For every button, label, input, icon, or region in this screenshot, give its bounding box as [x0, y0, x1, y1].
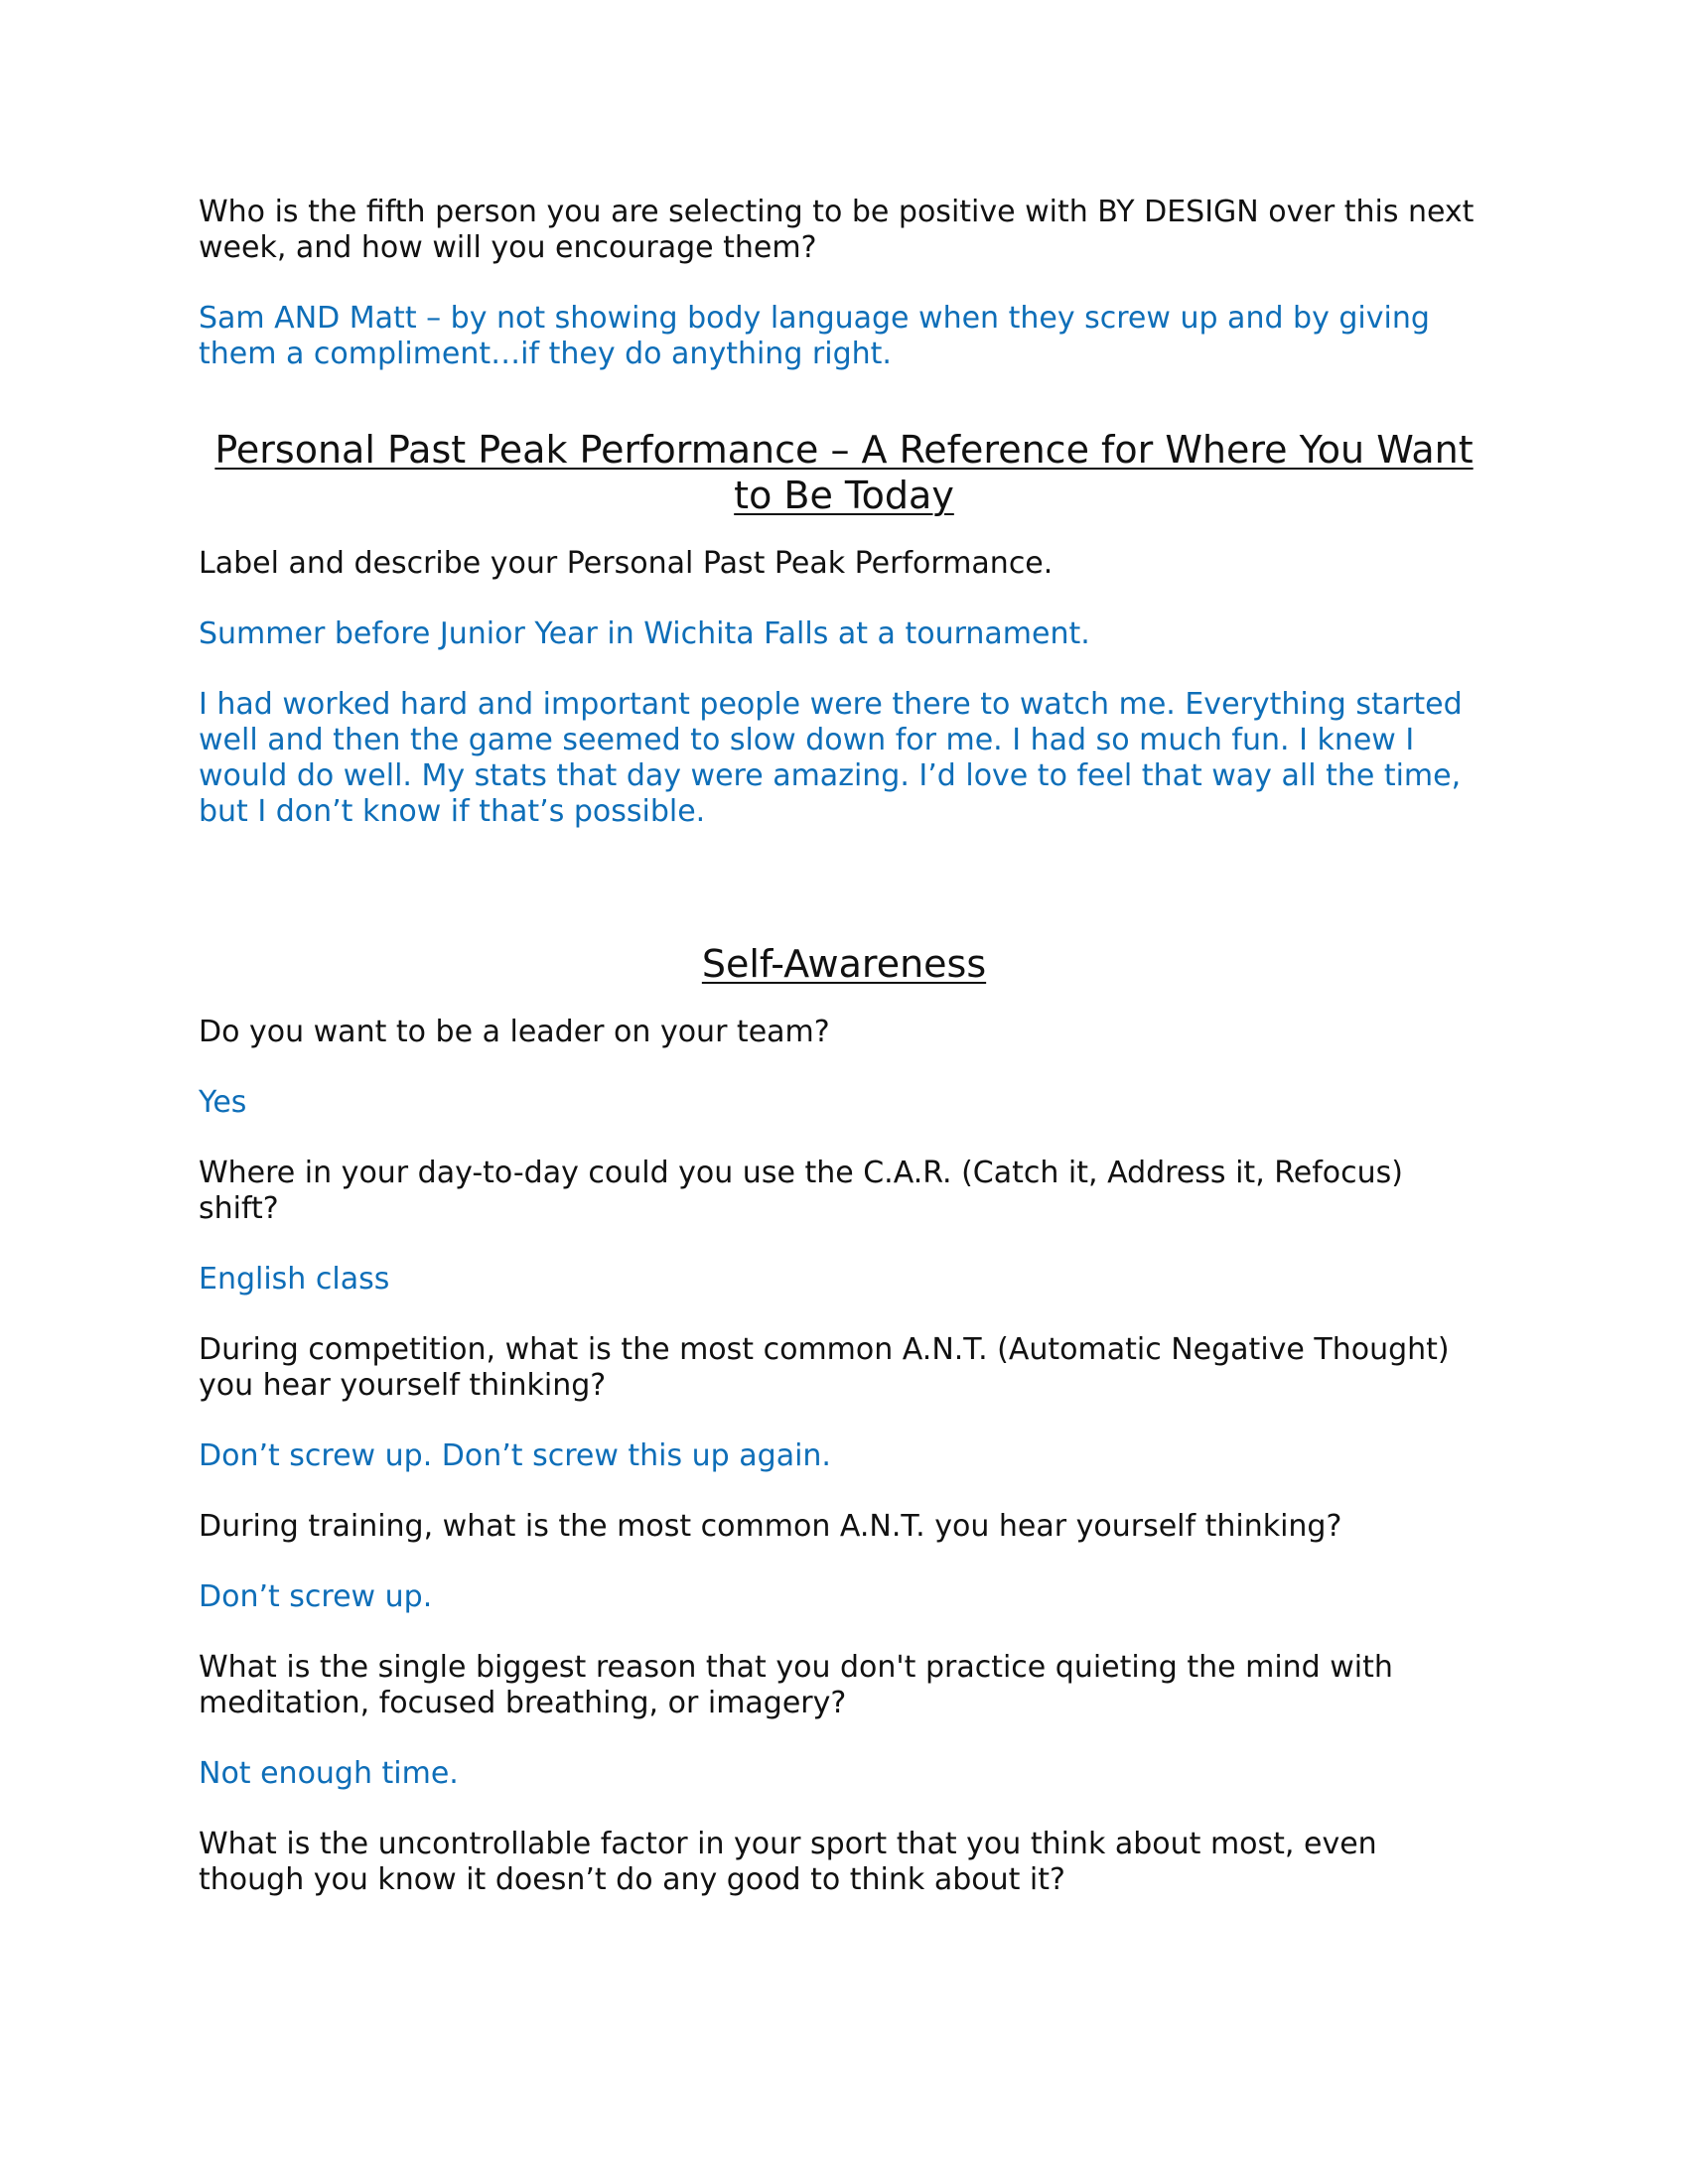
answer-ant-competition: Don’t screw up. Don’t screw this up again. — [199, 1438, 831, 1473]
answer-peak-label: Summer before Junior Year in Wichita Falls at a tournament. — [199, 616, 1090, 651]
question-car-shift: Where in your day-to-day could you use the C.A.R. (Catch it, Address it, Refocus) shift? — [199, 1156, 1403, 1226]
question-uncontrollable-factor: What is the uncontrollable factor in your sport that you think about most, even though you know it doesn’t do any good to think about it? — [199, 1827, 1377, 1897]
answer-ant-training: Don’t screw up. — [199, 1579, 433, 1614]
answer-leader: Yes — [199, 1085, 247, 1120]
answer-fifth-person: Sam AND Matt – by not showing body language when they screw up and by giving them a compliment…if they do anything right. — [199, 301, 1430, 371]
question-fifth-person: Who is the fifth person you are selecting to be positive with BY DESIGN over this next week, and how will you encourage them? — [199, 195, 1475, 265]
question-leader: Do you want to be a leader on your team? — [199, 1015, 830, 1049]
answer-peak-description: I had worked hard and important people were there to watch me. Everything started well and then the game seemed to slow down for me. I had so much fun. I knew I would do well. My stats that day were amazing. I’d love to feel that way all the time, but I don’t know if that’s possible. — [199, 687, 1463, 829]
answer-quieting-mind: Not enough time. — [199, 1756, 459, 1791]
question-quieting-mind: What is the single biggest reason that you don't practice quieting the mind with meditation, focused breathing, or imagery? — [199, 1650, 1393, 1720]
heading-peak-performance: Personal Past Peak Performance – A Reference for Where You Want to Be Today — [214, 428, 1474, 517]
question-ant-training: During training, what is the most common A.N.T. you hear yourself thinking? — [199, 1509, 1342, 1544]
question-peak-performance: Label and describe your Personal Past Peak Performance. — [199, 546, 1054, 581]
heading-self-awareness: Self-Awareness — [701, 942, 987, 986]
question-ant-competition: During competition, what is the most common A.N.T. (Automatic Negative Thought) you hear yourself thinking? — [199, 1332, 1450, 1403]
answer-car-shift: English class — [199, 1262, 390, 1297]
document-page — [199, 195, 1489, 1933]
